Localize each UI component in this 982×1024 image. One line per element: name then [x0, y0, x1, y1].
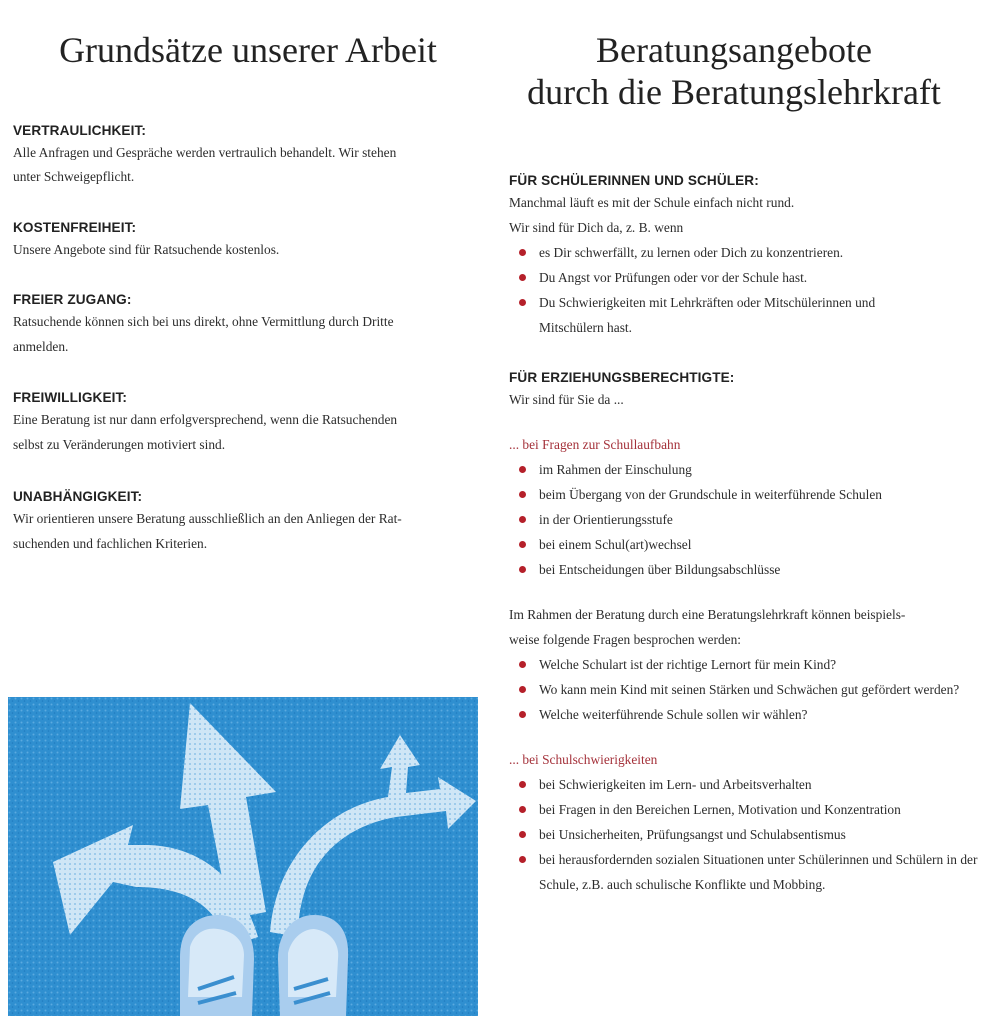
section-text: Ratsuchende können sich bei uns direkt, ohne Vermittlung durch Dritte — [13, 314, 394, 329]
bullet-icon — [519, 711, 526, 718]
bullet-icon — [519, 249, 526, 256]
list-item — [509, 482, 974, 507]
bullet-icon — [519, 274, 526, 281]
intro-text: Wir sind für Sie da ... — [509, 392, 624, 407]
section-heading: KOSTENFREIHEIT: — [13, 220, 137, 235]
sub-label-schulschwierigkeiten: ... bei Schulschwierigkeiten — [509, 752, 658, 767]
list-item-text: beim Übergang von der Grundschule in weiterführende Schulen — [539, 487, 882, 502]
sub-label-schullaufbahn: ... bei Fragen zur Schullaufbahn — [509, 437, 681, 452]
list-item — [509, 532, 974, 557]
section-heading: FREIER ZUGANG: — [13, 292, 132, 307]
section-kostenfreiheit — [13, 219, 483, 262]
list-item — [509, 265, 974, 290]
list-item — [509, 457, 974, 482]
section-heading: FREIWILLIGKEIT: — [13, 390, 128, 405]
arrows-photo — [8, 697, 478, 1016]
list-item-text: bei Entscheidungen über Bildungsabschlüsse — [539, 562, 781, 577]
section-heading: FÜR ERZIEHUNGSBERECHTIGTE: — [509, 370, 735, 385]
bullet-icon — [519, 856, 526, 863]
questions-list — [509, 652, 974, 727]
bullet-icon — [519, 781, 526, 788]
list-item — [509, 772, 974, 797]
section-heading: VERTRAULICHKEIT: — [13, 123, 147, 138]
section-text: suchenden und fachlichen Kriterien. — [13, 536, 208, 551]
section-unabhaengigkeit — [13, 488, 483, 556]
section-text: Wir orientieren unsere Beratung ausschließlich an den Anliegen der Rat- — [13, 511, 402, 526]
section-freier-zugang — [13, 291, 483, 359]
bullet-icon — [519, 831, 526, 838]
list-item-text: bei Unsicherheiten, Prüfungsangst und Schulabsentismus — [539, 827, 846, 842]
list-item-text: bei einem Schul(art)wechsel — [539, 537, 692, 552]
list-item-text: Wo kann mein Kind mit seinen Stärken und Schwächen gut gefördert werden? — [539, 682, 960, 697]
list-item — [509, 290, 919, 340]
list-item — [509, 847, 982, 897]
page-title-right-line1: Beratungsangebote — [596, 30, 872, 70]
section-text: Unsere Angebote sind für Ratsuchende kostenlos. — [13, 242, 280, 257]
bullet-icon — [519, 566, 526, 573]
bullet-icon — [519, 806, 526, 813]
section-text: selbst zu Veränderungen motiviert sind. — [13, 437, 226, 452]
arrows-illustration — [8, 697, 478, 1016]
list-item-text: Du Angst vor Prüfungen oder vor der Schule hast. — [539, 270, 808, 285]
schulschwierigkeiten-list — [509, 772, 978, 897]
bullet-icon — [519, 686, 526, 693]
section-heading: UNABHÄNGIGKEIT: — [13, 489, 143, 504]
page-title-left: Grundsätze unserer Arbeit — [59, 30, 437, 70]
bullet-icon — [519, 541, 526, 548]
list-item — [509, 822, 974, 847]
list-item — [509, 797, 974, 822]
section-heading: FÜR SCHÜLERINNEN UND SCHÜLER: — [509, 173, 759, 188]
bullet-icon — [519, 661, 526, 668]
section-students — [509, 172, 974, 340]
section-freiwilligkeit — [13, 389, 483, 457]
section-text: Eine Beratung ist nur dann erfolgversprechend, wenn die Ratsuchenden — [13, 412, 398, 427]
list-item-text: in der Orientierungsstufe — [539, 512, 673, 527]
bullet-icon — [519, 516, 526, 523]
questions-intro: weise folgende Fragen besprochen werden: — [509, 632, 742, 647]
list-item-text: Welche Schulart ist der richtige Lernort für mein Kind? — [539, 657, 837, 672]
list-item — [509, 702, 974, 727]
students-list — [509, 240, 974, 340]
questions-intro: Im Rahmen der Beratung durch eine Beratungslehrkraft können beispiels- — [509, 607, 906, 622]
bullet-icon — [519, 466, 526, 473]
list-item-text: Du Schwierigkeiten mit Lehrkräften oder Mitschülerinnen und Mitschülern hast. — [539, 295, 876, 335]
schullaufbahn-list — [509, 457, 974, 582]
section-vertraulichkeit — [13, 122, 483, 189]
section-text: unter Schweigepflicht. — [13, 169, 135, 184]
page-title-right-line2: durch die Beratungslehrkraft — [527, 72, 941, 112]
bullet-icon — [519, 491, 526, 498]
list-item — [509, 507, 974, 532]
section-text: anmelden. — [13, 339, 69, 354]
list-item-text: Welche weiterführende Schule sollen wir wählen? — [539, 707, 808, 722]
list-item-text: es Dir schwerfällt, zu lernen oder Dich zu konzentrieren. — [539, 245, 844, 260]
list-item — [509, 652, 974, 677]
bullet-icon — [519, 299, 526, 306]
list-item-text: bei herausfordernden sozialen Situationen unter Schülerinnen und Schülern in der Schule, z.B. auch schulische Konflikte und Mobbing. — [539, 852, 978, 892]
list-item-text: bei Schwierigkeiten im Lern- und Arbeitsverhalten — [539, 777, 812, 792]
list-item-text: bei Fragen in den Bereichen Lernen, Motivation und Konzentration — [539, 802, 901, 817]
list-item — [509, 677, 979, 702]
section-text: Alle Anfragen und Gespräche werden vertraulich behandelt. Wir stehen — [13, 145, 397, 160]
list-item — [509, 240, 974, 265]
intro-text: Wir sind für Dich da, z. B. wenn — [509, 220, 684, 235]
list-item-text: im Rahmen der Einschulung — [539, 462, 692, 477]
intro-text: Manchmal läuft es mit der Schule einfach nicht rund. — [509, 195, 795, 210]
list-item — [509, 557, 974, 582]
section-parents — [509, 369, 978, 897]
